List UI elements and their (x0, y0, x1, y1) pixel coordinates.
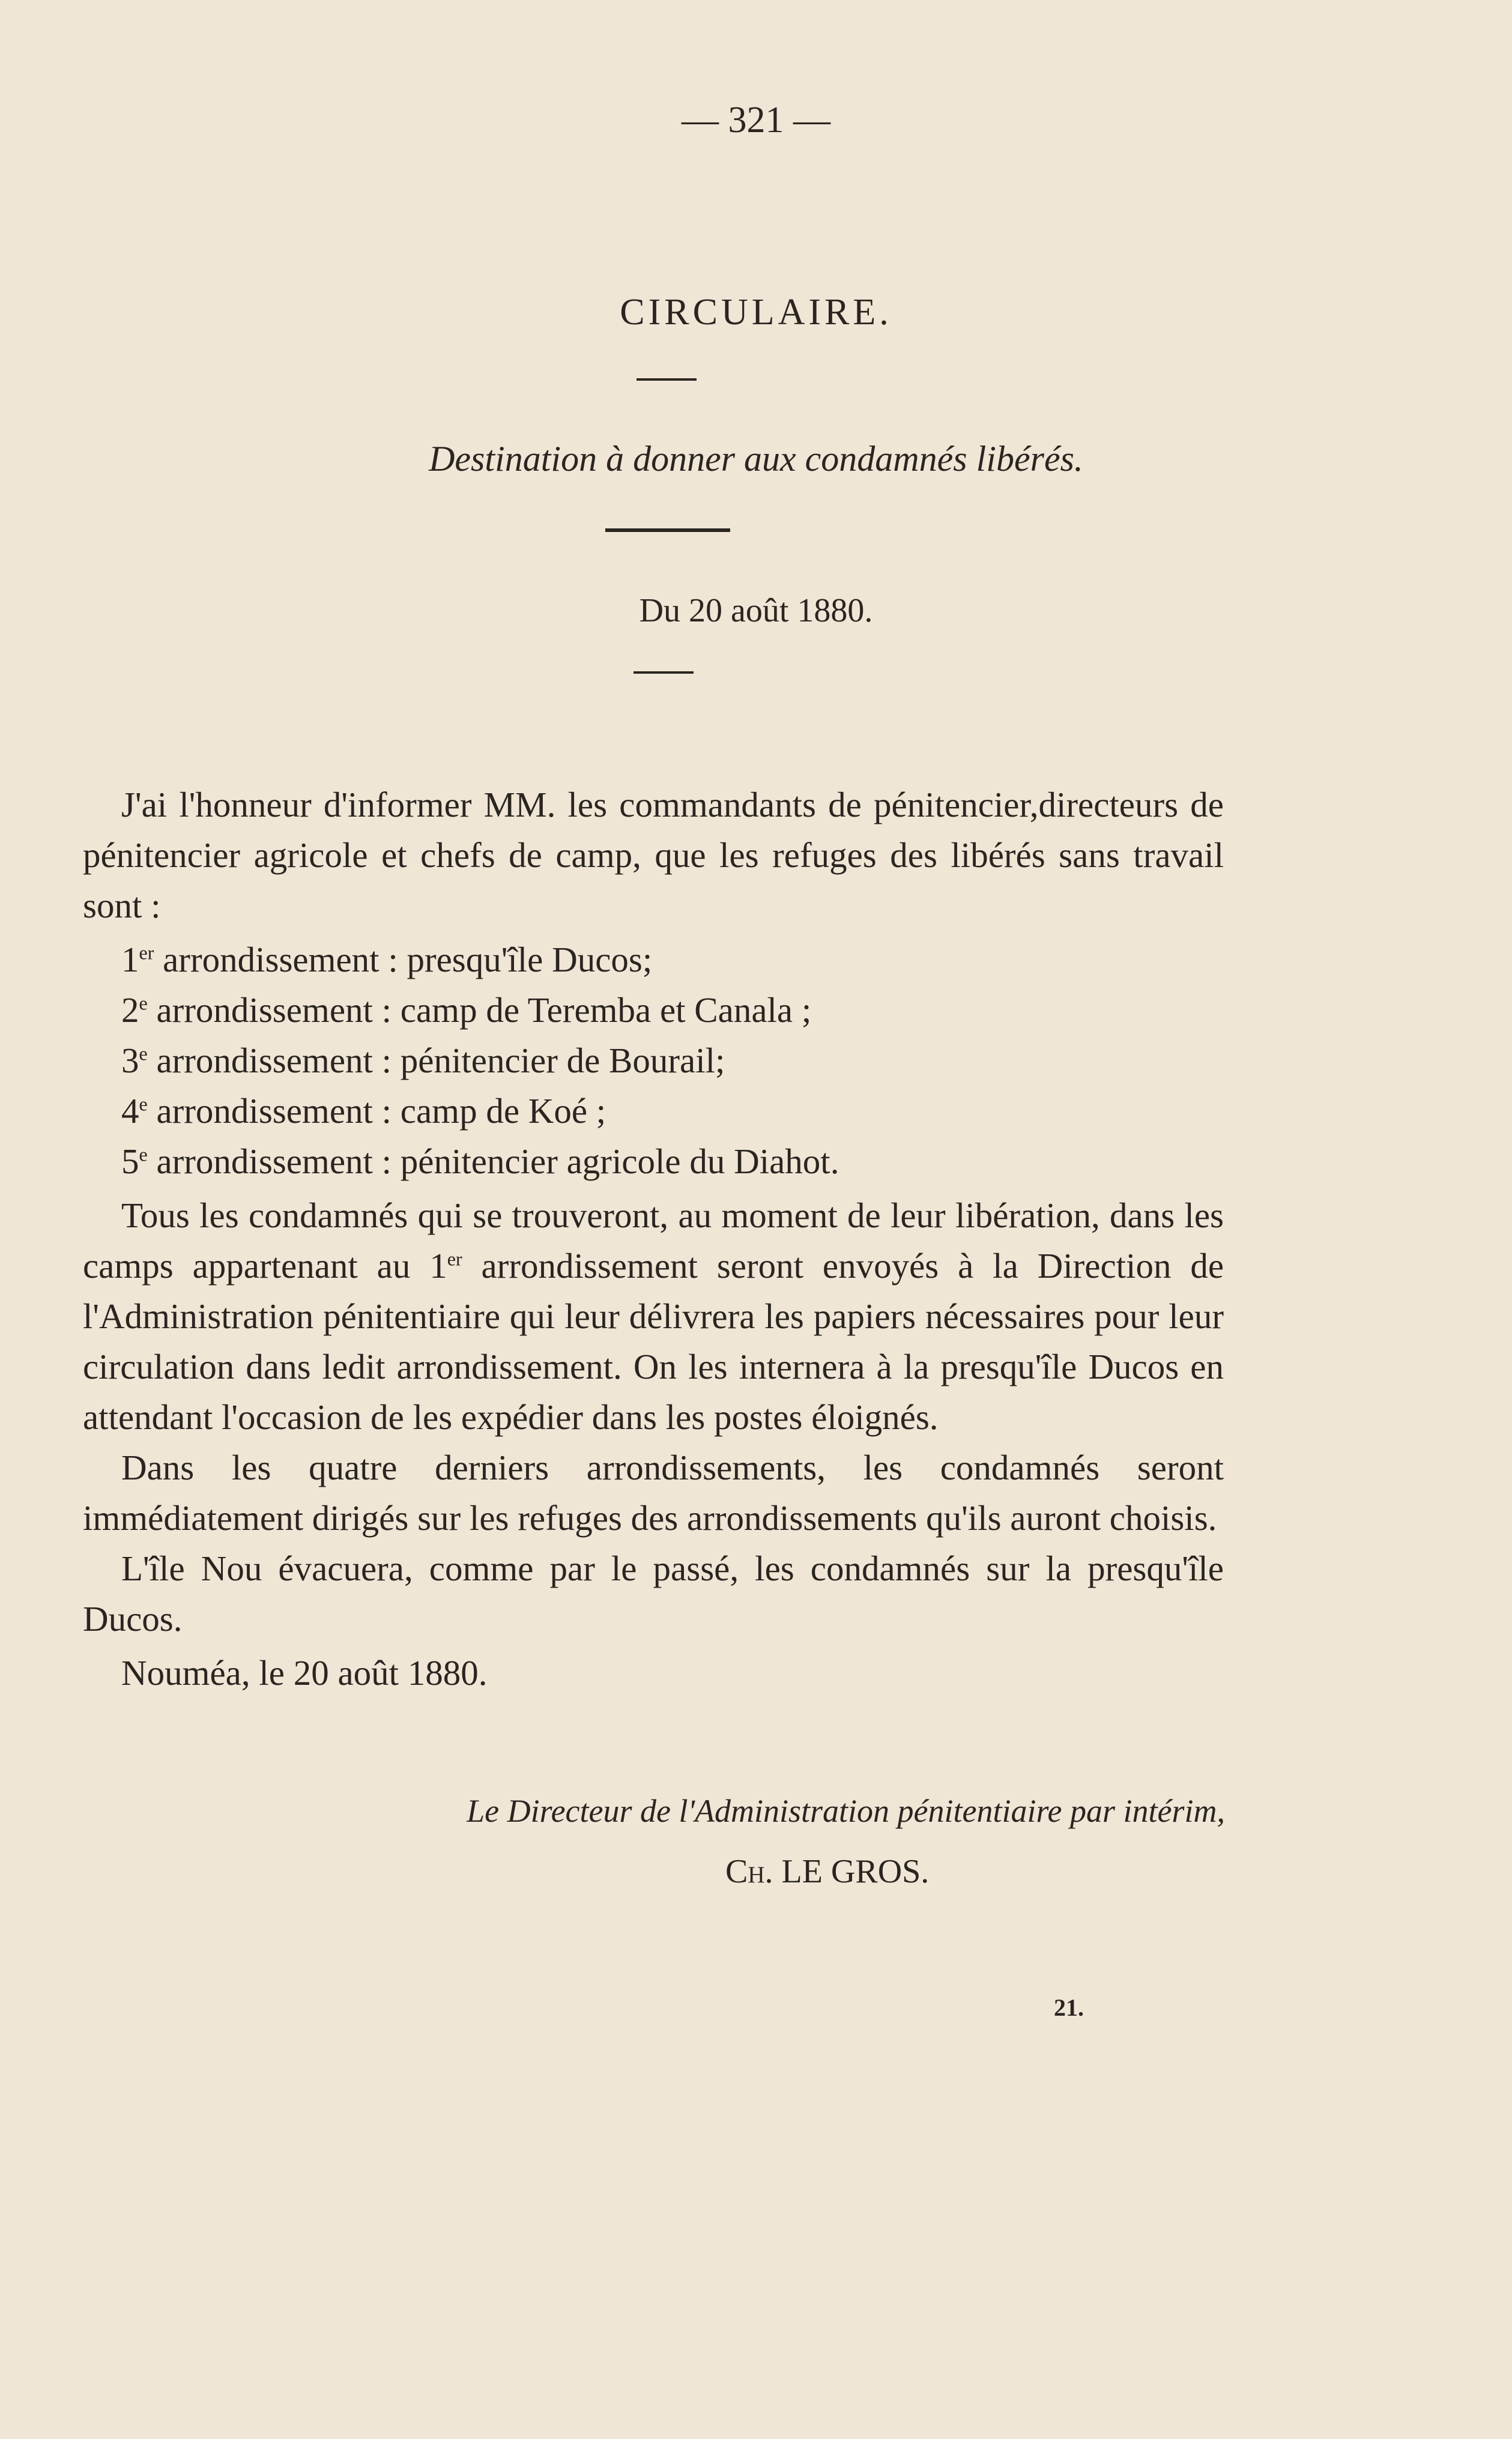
item-text: arrondissement : presqu'île Ducos; (154, 940, 653, 979)
paragraph-liberation (83, 1190, 1224, 1442)
item-suffix: e (139, 992, 148, 1014)
signoff-name: Ch. LE GROS. (725, 1853, 930, 1890)
page-number: — 321 — (682, 100, 830, 141)
item-suffix: e (139, 1093, 148, 1115)
item-suffix: e (139, 1143, 148, 1165)
paragraph-text: arrondissement seront envoyés à la Direction de l'Administration pénitentiaire qui leur délivrera les papiers nécessaires pour leur circulation dans ledit arrondissement. On les internera à la presqu'île Ducos en attendant l'occasion de les expédier dans les postes éloignés. (83, 1246, 1224, 1437)
list-item-3 (83, 1035, 1224, 1086)
item-number: 3 (121, 1041, 139, 1080)
date-rule (634, 671, 694, 674)
item-text: arrondissement : pénitencier de Bourail; (147, 1041, 725, 1080)
list-item-1 (83, 934, 1224, 985)
circular-title: CIRCULAIRE. (620, 292, 892, 333)
ordinal-suffix: er (447, 1248, 462, 1270)
list-item-2 (83, 985, 1224, 1035)
item-number: 2 (121, 990, 139, 1030)
subtitle-rule (605, 528, 730, 532)
title-rule (637, 378, 697, 381)
item-number: 5 (121, 1141, 139, 1181)
paragraph-arrondissements: Dans les quatre derniers arrondissements, les condamnés seront immédiatement dirigés sur les refuges des arrondissements qu'ils auront choisis. (83, 1448, 1224, 1538)
circular-subtitle: Destination à donner aux condamnés libérés. (429, 439, 1083, 479)
item-number: 1 (121, 940, 139, 979)
list-item-4 (83, 1086, 1224, 1136)
signature-mark: 21. (1054, 1994, 1084, 2021)
intro-paragraph: J'ai l'honneur d'informer MM. les commandants de pénitencier,directeurs de pénitencier agricole et chefs de camp, que les refuges des libérés sans travail sont : (83, 785, 1224, 925)
item-suffix: e (139, 1042, 148, 1065)
item-suffix: er (139, 941, 154, 964)
item-number: 4 (121, 1091, 139, 1131)
signoff-title: Le Directeur de l'Administration pénitentiaire par intérim, (467, 1793, 1225, 1829)
circular-body (83, 779, 1224, 1698)
paragraph-ile-nou: L'île Nou évacuera, comme par le passé, les condamnés sur la presqu'île Ducos. (83, 1549, 1224, 1639)
place-date: Nouméa, le 20 août 1880. (121, 1653, 488, 1693)
item-text: arrondissement : camp de Teremba et Canala ; (147, 990, 812, 1030)
list-item-5 (83, 1136, 1224, 1186)
paragraph-text: Tous les condamnés qui se trouveront, au moment de leur libération, dans les camps appartenant au 1 (83, 1195, 1224, 1286)
item-text: arrondissement : pénitencier agricole du Diahot. (147, 1141, 839, 1181)
item-text: arrondissement : camp de Koé ; (147, 1091, 606, 1131)
date-line: Du 20 août 1880. (639, 592, 873, 629)
